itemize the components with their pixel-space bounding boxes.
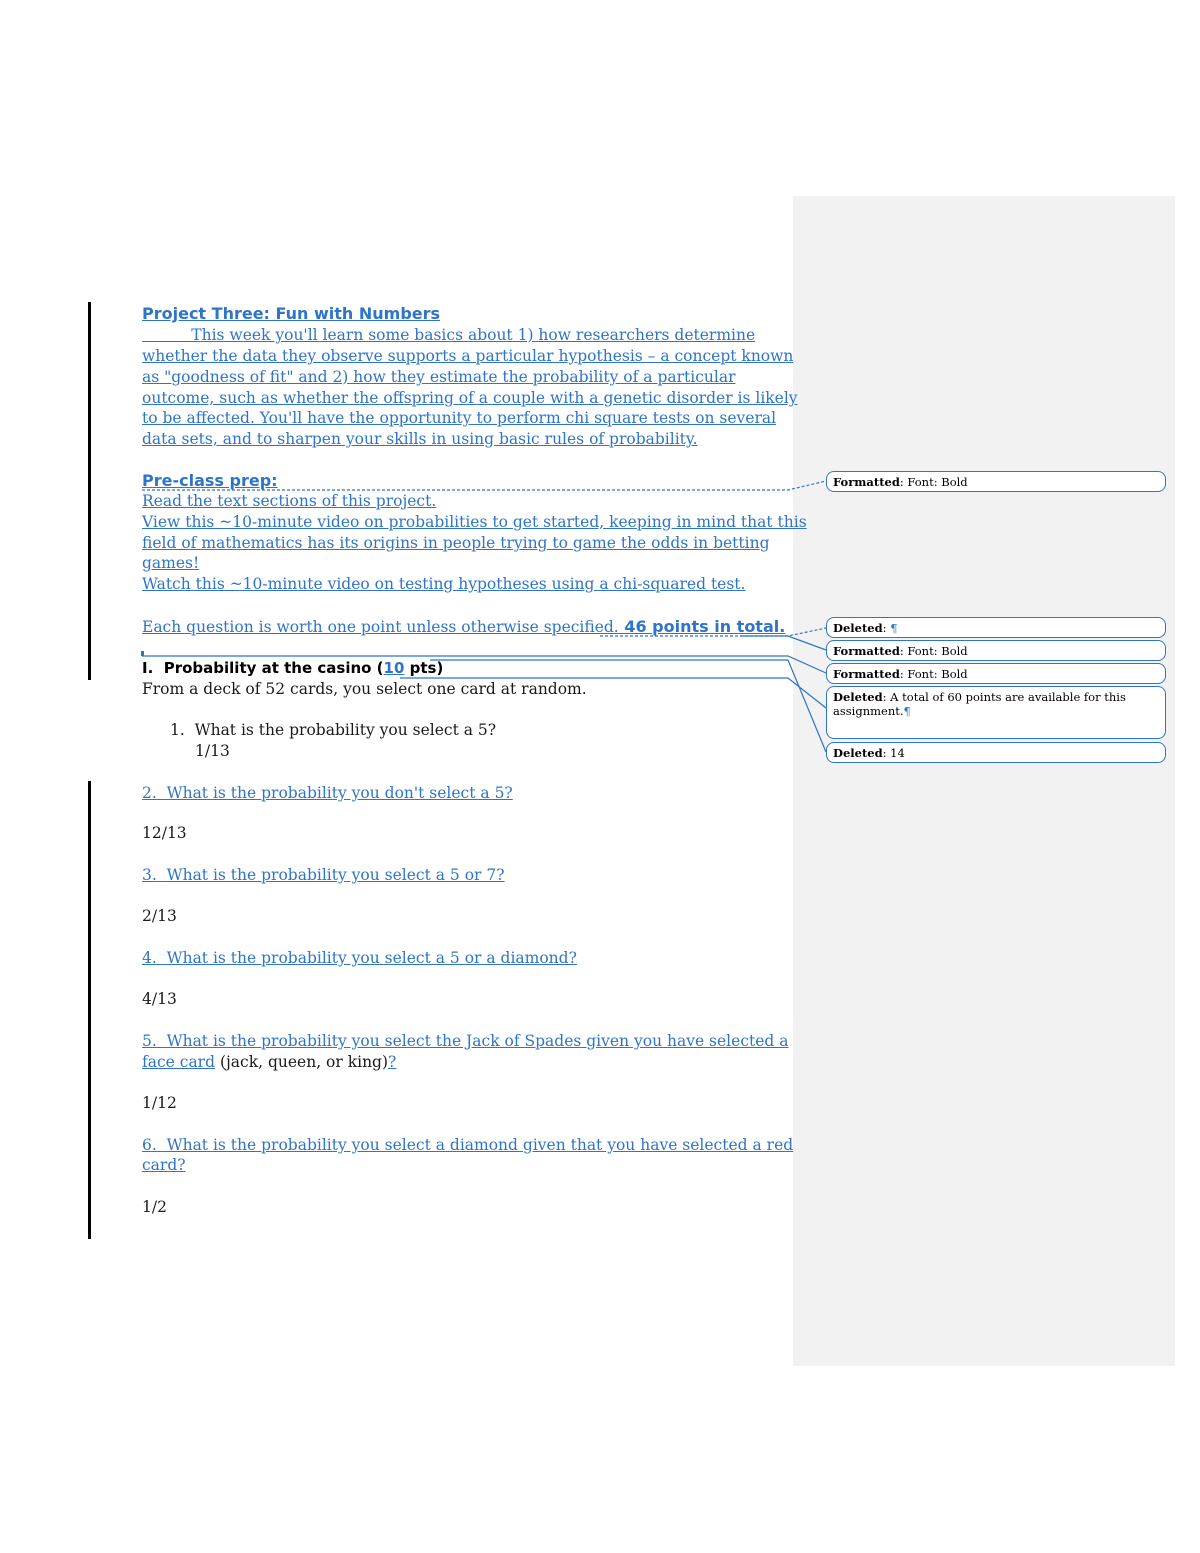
prep-link-probability-video[interactable]: View this ~10-minute video on probabilities to get started, keeping in mind that this: [142, 513, 807, 531]
comment-balloon-formatted[interactable]: [826, 663, 1166, 684]
answer-5: 1/12: [142, 1094, 177, 1112]
comment-label: Formatted: [833, 644, 900, 658]
comment-label: Formatted: [833, 475, 900, 489]
comment-text: : Font: Bold: [899, 667, 968, 681]
question-number: 2.: [142, 784, 157, 802]
pilcrow-mark: ¶: [890, 621, 898, 635]
section-title-start: Probability at the casino (: [163, 659, 384, 677]
question-text: (jack, queen, or king): [215, 1053, 389, 1071]
answer-3: 2/13: [142, 907, 177, 925]
prep-link-chi-video[interactable]: Watch this ~10-minute video on testing hypotheses using a chi-squared test.: [142, 575, 746, 593]
question-text: What is the probability you don't select a 5?: [166, 784, 513, 802]
comment-text: :: [882, 621, 891, 635]
prep-link-text[interactable]: Read the text sections of this project.: [142, 492, 437, 510]
comment-text: : Font: Bold: [899, 644, 968, 658]
intro-line: outcome, such as whether the offspring of a couple with a genetic disorder is likely: [142, 389, 798, 407]
question-number: 3.: [142, 866, 157, 884]
comment-text: : Font: Bold: [899, 475, 968, 489]
section-title-end: pts): [404, 659, 444, 677]
question-text: face card: [142, 1053, 216, 1071]
prep-heading: Pre-class prep:: [142, 471, 278, 490]
question-text: What is the probability you select the Jack of Spades given you have selected a: [166, 1032, 789, 1050]
comment-text: : 14: [882, 746, 905, 760]
comment-balloon-deleted[interactable]: [826, 742, 1166, 763]
question-number: 6.: [142, 1136, 157, 1154]
comment-text: : A total of 60 points are available for this assignment.: [833, 690, 1126, 718]
comment-balloon-deleted[interactable]: [826, 686, 1166, 739]
comment-label: Formatted: [833, 667, 900, 681]
question-text: What is the probability you select a 5 or 7?: [166, 866, 505, 884]
prep-line: field of mathematics has its origins in people trying to game the odds in betting: [142, 534, 770, 552]
project-title: Project Three: Fun with Numbers: [142, 304, 441, 323]
intro-line: data sets, and to sharpen your skills in using basic rules of probability.: [142, 430, 698, 448]
comment-label: Deleted: [833, 690, 883, 704]
answer-1: 1/13: [195, 742, 230, 760]
question-text: What is the probability you select a 5 or a diamond?: [166, 949, 577, 967]
section-points: 10: [383, 659, 405, 677]
points-text: Each question is worth one point unless otherwise specified.: [142, 618, 619, 636]
question-text: ?: [388, 1053, 397, 1071]
section-numeral: I.: [142, 659, 154, 677]
question-number: 5.: [142, 1032, 157, 1050]
pilcrow-mark: ¶: [903, 704, 911, 718]
points-total: 46 points in total.: [618, 617, 786, 636]
section-intro: From a deck of 52 cards, you select one card at random.: [142, 680, 587, 698]
question-text: What is the probability you select a 5?: [194, 721, 497, 739]
answer-2: 12/13: [142, 824, 187, 842]
answer-4: 4/13: [142, 990, 177, 1008]
question-number: 1.: [170, 721, 185, 739]
question-6-line2: card?: [142, 1156, 186, 1174]
comment-balloon-formatted[interactable]: [826, 471, 1166, 492]
comment-balloon-deleted[interactable]: [826, 617, 1166, 638]
intro-line: to be affected. You'll have the opportunity to perform chi square tests on several: [142, 409, 777, 427]
question-number: 4.: [142, 949, 157, 967]
question-text: What is the probability you select a diamond given that you have selected a red: [166, 1136, 794, 1154]
intro-line: as "goodness of fit" and 2) how they estimate the probability of a particular: [142, 368, 736, 386]
intro-line: This week you'll learn some basics about 1) how researchers determine: [142, 326, 756, 344]
answer-6: 1/2: [142, 1198, 167, 1216]
comment-label: Deleted: [833, 746, 883, 760]
prep-line: games!: [142, 554, 200, 572]
comment-balloon-formatted[interactable]: [826, 640, 1166, 661]
comment-label: Deleted: [833, 621, 883, 635]
intro-line: whether the data they observe supports a particular hypothesis – a concept known: [142, 347, 794, 365]
